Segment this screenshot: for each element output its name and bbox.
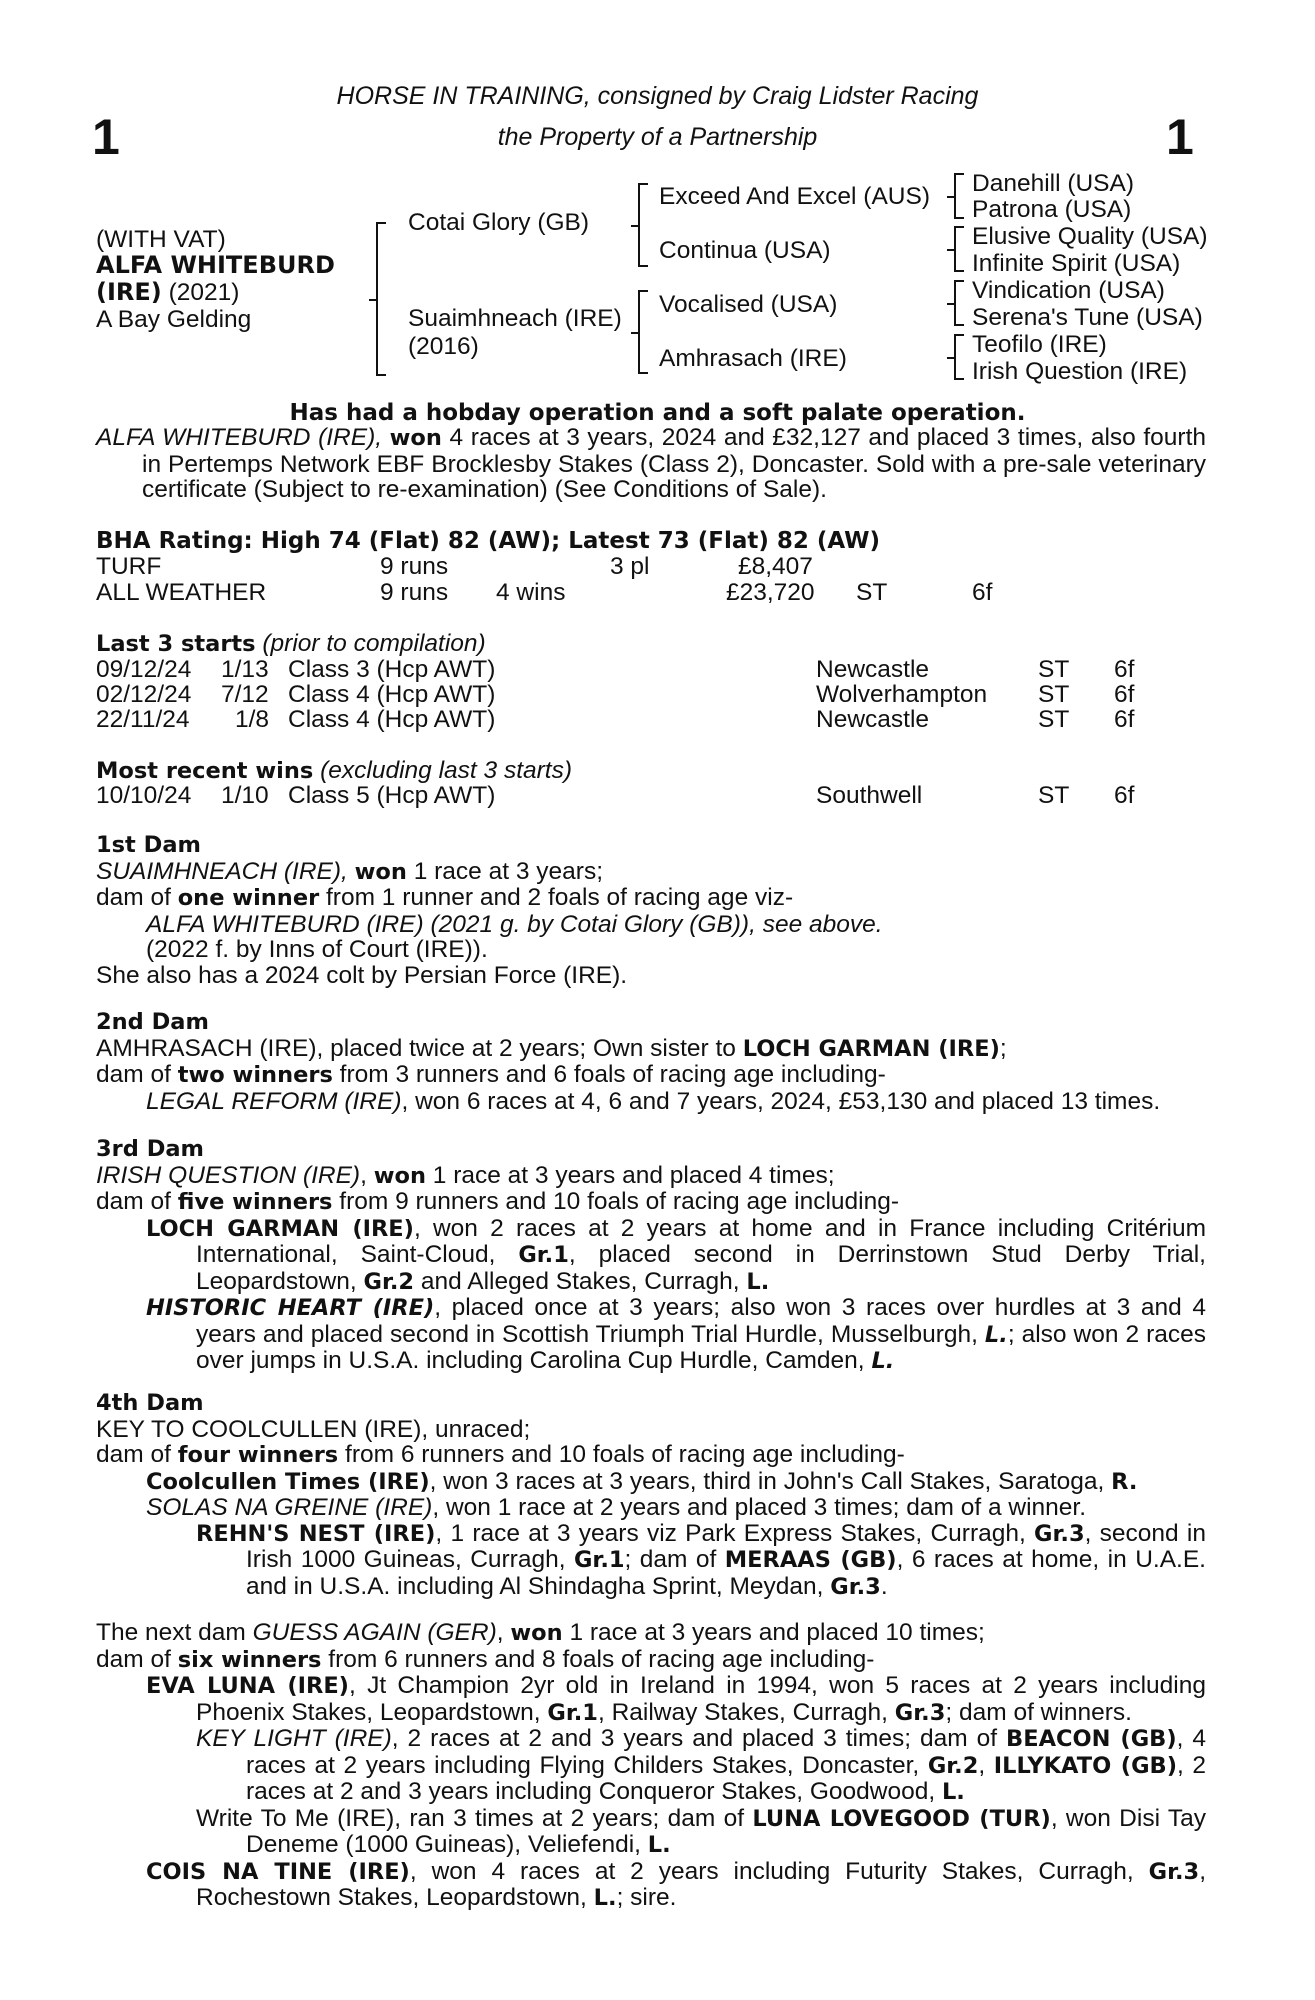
produce-summary: from 6 runners and 8 foals of racing age including-: [321, 1645, 875, 1673]
next-dam-produce-line: [96, 1647, 1206, 1674]
second-dam-heading: 2nd Dam: [96, 1009, 209, 1035]
foal-record: , won Disi Tay Deneme (1000 Guineas), Veliefendi,: [246, 1804, 1207, 1858]
foal-name: LOCH GARMAN (IRE): [146, 1215, 414, 1242]
first-dam-heading: 1st Dam: [96, 832, 201, 858]
last3-row-going: ST: [1038, 656, 1070, 683]
recent-row-pos: 1/10: [221, 782, 269, 809]
header-property: the Property of a Partnership: [497, 123, 818, 151]
foal-name: Coolcullen Times (IRE): [146, 1468, 430, 1495]
winners-count: one winner: [177, 885, 320, 911]
lot-number-right: 1: [1166, 109, 1194, 165]
turf-prize: £8,407: [738, 553, 813, 580]
foal-record: , Railway Stakes, Curragh,: [597, 1698, 895, 1726]
pedigree-brace-g1: [954, 173, 964, 219]
dam-year: (2016): [408, 333, 479, 360]
next-dam-foal-1: [96, 1673, 1206, 1726]
produce-summary: from 6 runners and 10 foals of racing age including-: [338, 1441, 905, 1468]
sire-name: Cotai Glory (GB): [408, 209, 590, 236]
foal-record: ; dam of: [624, 1546, 725, 1573]
third-dam-line: [96, 1163, 1206, 1190]
sire-sire-name: Exceed And Excel (AUS): [659, 183, 930, 210]
summary-horse-name: ALFA WHITEBURD (IRE),: [96, 424, 383, 451]
produce-summary: from 1 runner and 2 foals of racing age viz-: [319, 884, 794, 911]
last3-row-pos: 1/13: [221, 656, 269, 683]
first-dam-foal-2: (2022 f. by Inns of Court (IRE)).: [146, 936, 488, 963]
granddam-2: Patrona (USA): [972, 196, 1132, 223]
fourth-dam-foal-2: [96, 1495, 1206, 1521]
next-dam-line: [96, 1620, 1206, 1647]
first-dam-produce-line: [96, 885, 1206, 912]
winners-count: two winners: [177, 1062, 333, 1088]
next-dam-record: 1 race at 3 years and placed 10 times;: [562, 1619, 985, 1646]
foal-record: , Rochestown Stakes, Leopardstown,: [196, 1857, 1206, 1911]
grade: Gr.3: [1034, 1520, 1085, 1547]
pedigree-brace-g3: [954, 280, 964, 326]
grade: L.: [593, 1885, 617, 1911]
third-dam-produce-line: [96, 1189, 1206, 1216]
foal-record: , won 2 races at 2 years at home and in France including Critérium International, Saint-Cloud,: [196, 1214, 1206, 1268]
grade: L.: [871, 1348, 895, 1374]
next-dam-name: GUESS AGAIN (GER): [252, 1619, 497, 1646]
second-dam-foal-1: [96, 1089, 1206, 1115]
grade: L.: [746, 1268, 770, 1295]
produce-name: BEACON (GB): [1006, 1726, 1177, 1752]
won-label: won: [510, 1620, 563, 1646]
recent-heading: Most recent wins: [96, 758, 314, 784]
foal-name: LEGAL REFORM (IRE): [146, 1087, 402, 1115]
second-dam-section: [96, 1010, 1206, 1114]
foal-record: , placed once at 3 years; also won 3 races over hurdles at 3 and 4 years and placed second in Scottish Triumph Trial Hurdle, Musselburgh,: [196, 1294, 1206, 1348]
grade: L.: [941, 1779, 965, 1805]
last3-row-class: Class 3 (Hcp AWT): [288, 656, 496, 683]
sibling-name: LOCH GARMAN (IRE): [742, 1035, 1000, 1062]
fourth-dam-section: [96, 1391, 1206, 1600]
first-dam-name: SUAIMHNEACH (IRE),: [96, 857, 348, 885]
grandsire-7: Teofilo (IRE): [972, 331, 1107, 358]
fourth-dam-line: KEY TO COOLCULLEN (IRE), unraced;: [96, 1415, 531, 1443]
produce-summary: from 9 runners and 10 foals of racing age including-: [332, 1188, 900, 1215]
pedigree-brace-main: [376, 222, 386, 376]
granddam-4: Infinite Spirit (USA): [972, 250, 1181, 277]
punctuation: ,: [496, 1619, 511, 1646]
foal-name: EVA LUNA (IRE): [146, 1673, 349, 1699]
next-dam-foal-2: [96, 1859, 1206, 1912]
produce-summary: from 3 runners and 6 foals of racing age including-: [332, 1061, 886, 1088]
winners-count: six winners: [177, 1646, 322, 1673]
dam-of-label: dam of: [96, 1645, 178, 1673]
grade: Gr.3: [1148, 1858, 1200, 1885]
foal-record: , 6 races at home, in U.A.E. and in U.S.A. including Al Shindagha Sprint, Meydan,: [246, 1546, 1206, 1600]
recent-row-dist: 6f: [1114, 782, 1135, 809]
turf-placed: 3 pl: [610, 553, 650, 580]
foal-record: , 2 races at 2 and 3 years including Conqueror Stakes, Goodwood,: [246, 1751, 1206, 1805]
foal-record: , second in Irish 1000 Guineas, Curragh,: [246, 1519, 1206, 1573]
grandsire-3: Elusive Quality (USA): [972, 223, 1208, 250]
recent-row-date: 10/10/24: [96, 782, 192, 809]
winners-count: five winners: [177, 1189, 333, 1215]
grandsire-5: Vindication (USA): [972, 277, 1165, 304]
last3-row-dist: 6f: [1114, 706, 1135, 733]
horse-description: A Bay Gelding: [96, 306, 252, 333]
summary-paragraph: [96, 425, 1206, 503]
pedigree-brace-g2: [954, 226, 964, 272]
dam-dam-name: Amhrasach (IRE): [659, 345, 847, 372]
sire-dam-name: Continua (USA): [659, 237, 831, 264]
grade: Gr.1: [518, 1242, 569, 1268]
lot-number-left: 1: [92, 109, 120, 165]
grade: Gr.3: [894, 1699, 946, 1726]
third-dam-foal-2: [96, 1295, 1206, 1375]
third-dam-section: [96, 1137, 1206, 1375]
last3-heading-line: [96, 630, 486, 658]
last3-row-pos: 7/12: [221, 681, 269, 708]
foal-name: KEY LIGHT (IRE): [196, 1725, 392, 1752]
aw-going: ST: [856, 579, 888, 606]
third-dam-heading: 3rd Dam: [96, 1136, 204, 1162]
last3-row-date: 02/12/24: [96, 681, 192, 708]
third-dam-foal-1: [96, 1216, 1206, 1296]
operation-notice: Has had a hobday operation and a soft palate operation.: [289, 400, 1026, 426]
first-dam-record: 1 race at 3 years;: [406, 857, 604, 885]
dam-of-label: dam of: [96, 884, 178, 911]
first-dam-line: [96, 859, 1206, 886]
last3-heading: Last 3 starts: [96, 631, 256, 657]
foal-record: , won 6 races at 4, 6 and 7 years, 2024, £53,130 and placed 13 times.: [401, 1087, 1161, 1115]
fourth-dam-grandfoal-1: [96, 1521, 1206, 1601]
last3-row-course: Newcastle: [816, 656, 930, 683]
foal-record: ; also won 2 races over jumps in U.S.A. including Carolina Cup Hurdle, Camden,: [196, 1320, 1206, 1374]
header-consignor: HORSE IN TRAINING, consigned by Craig Lidster Racing: [336, 82, 979, 110]
foal-record: ; sire.: [616, 1884, 677, 1911]
pedigree-brace-dam: [638, 290, 648, 374]
punctuation: ,: [978, 1751, 994, 1779]
third-dam-record: 1 race at 3 years and placed 4 times;: [425, 1161, 835, 1189]
fourth-dam-heading: 4th Dam: [96, 1390, 204, 1416]
pedigree-brace-g4: [954, 334, 964, 380]
grade: Gr.3: [830, 1573, 881, 1600]
punctuation: .: [880, 1572, 888, 1600]
next-dam-grandfoal-1: [96, 1726, 1206, 1806]
recent-row-class: Class 5 (Hcp AWT): [288, 782, 496, 809]
grade: R.: [1111, 1468, 1138, 1495]
horse-year: (2021): [168, 279, 240, 306]
last3-row-class: Class 4 (Hcp AWT): [288, 706, 496, 733]
aw-label: ALL WEATHER: [96, 579, 267, 606]
grade: Gr.1: [573, 1547, 625, 1573]
summary-text: 4 races at 3 years, 2024 and £32,127 and placed 3 times, also fourth in Pertemps Network EBF Brocklesby Stakes (Class 2), Doncaster. Sold with a pre-sale veterinary certificate (Subject to re-examination) (See Conditions of Sale).: [142, 424, 1207, 503]
last3-row-date: 09/12/24: [96, 656, 192, 683]
last3-row-dist: 6f: [1114, 656, 1135, 683]
horse-name: ALFA WHITEBURD: [96, 251, 335, 279]
foal-record: ; dam of winners.: [945, 1698, 1132, 1726]
last3-row-going: ST: [1038, 681, 1070, 708]
first-dam-section: [96, 833, 1206, 988]
second-dam-produce-line: [96, 1062, 1206, 1089]
won-label: won: [373, 1162, 426, 1189]
aw-wins: 4 wins: [496, 579, 566, 606]
grade: L.: [647, 1832, 671, 1858]
horse-country: (IRE): [96, 278, 162, 306]
foal-record: , 2 races at 2 and 3 years and placed 3 times; dam of: [391, 1725, 1007, 1752]
winners-count: four winners: [177, 1442, 339, 1468]
grade: L.: [984, 1321, 1008, 1348]
third-dam-name: IRISH QUESTION (IRE): [96, 1161, 361, 1189]
next-dam-grandfoal-2: [96, 1806, 1206, 1859]
dam-of-label: dam of: [96, 1061, 178, 1088]
pedigree-brace-sire: [638, 183, 648, 267]
dam-of-label: dam of: [96, 1441, 178, 1468]
fourth-dam-foal-1: [96, 1469, 1206, 1496]
last3-row-pos: 1/8: [235, 706, 270, 733]
next-dam-label: The next dam: [96, 1619, 253, 1646]
foal-record: , placed second in Derrinstown Stud Derby Trial, Leopardstown,: [196, 1241, 1206, 1295]
grade: Gr.1: [547, 1699, 598, 1726]
last3-row-class: Class 4 (Hcp AWT): [288, 681, 496, 708]
last3-note: (prior to compilation): [262, 630, 486, 657]
foal-record: , Jt Champion 2yr old in Ireland in 1994, won 5 races at 2 years including Phoenix Stakes, Leopardstown,: [196, 1672, 1206, 1726]
foal-record: , 4 races at 2 years including Flying Childers Stakes, Doncaster,: [246, 1725, 1207, 1779]
foal-record: , won 4 races at 2 years including Futurity Stakes, Curragh,: [409, 1857, 1149, 1885]
last3-row-going: ST: [1038, 706, 1070, 733]
recent-note: (excluding last 3 starts): [320, 757, 573, 784]
granddam-6: Serena's Tune (USA): [972, 304, 1203, 331]
last3-row-course: Wolverhampton: [816, 681, 988, 708]
aw-prize: £23,720: [726, 579, 815, 606]
grade: Gr.2: [927, 1752, 979, 1779]
granddam-8: Irish Question (IRE): [972, 358, 1188, 385]
aw-runs: 9 runs: [380, 579, 449, 606]
bha-rating-heading: BHA Rating: High 74 (Flat) 82 (AW); Latest 73 (Flat) 82 (AW): [96, 528, 881, 554]
foal-record: , 1 race at 3 years viz Park Express Stakes, Curragh,: [435, 1519, 1035, 1547]
recent-row-course: Southwell: [816, 782, 923, 809]
dam-of-label: dam of: [96, 1188, 178, 1215]
recent-row-going: ST: [1038, 782, 1070, 809]
aw-distance: 6f: [972, 579, 993, 606]
summary-won: won: [389, 425, 442, 451]
foal-name: REHN'S NEST (IRE): [196, 1520, 436, 1547]
foal-record: and Alleged Stakes, Curragh,: [414, 1267, 747, 1295]
foal-record: Write To Me (IRE), ran 3 times at 2 years; dam of: [196, 1804, 753, 1832]
foal-record: , won 3 races at 3 years, third in John's Call Stakes, Saratoga,: [429, 1467, 1112, 1495]
first-dam-foal-1: ALFA WHITEBURD (IRE) (2021 g. by Cotai Glory (GB)), see above.: [146, 910, 883, 938]
turf-runs: 9 runs: [380, 553, 449, 580]
last3-row-course: Newcastle: [816, 706, 930, 733]
vat-label: (WITH VAT): [96, 226, 226, 253]
last3-row-date: 22/11/24: [96, 706, 190, 733]
second-dam-line: [96, 1036, 1206, 1063]
produce-name: MERAAS (GB): [724, 1547, 897, 1573]
grade: Gr.2: [363, 1268, 415, 1295]
turf-label: TURF: [96, 553, 162, 580]
second-dam-text: AMHRASACH (IRE), placed twice at 2 years; Own sister to: [96, 1034, 743, 1062]
punctuation: ;: [999, 1034, 1007, 1062]
foal-name: HISTORIC HEART (IRE): [146, 1295, 435, 1321]
produce-name: ILLYKATO (GB): [993, 1752, 1177, 1779]
first-dam-note: She also has a 2024 colt by Persian Force (IRE).: [96, 961, 628, 989]
recent-heading-line: [96, 757, 572, 785]
last3-row-dist: 6f: [1114, 681, 1135, 708]
dam-name: Suaimhneach (IRE): [408, 305, 622, 332]
fourth-dam-produce-line: [96, 1442, 1206, 1469]
next-dam-section: [96, 1620, 1206, 1912]
foal-name: COIS NA TINE (IRE): [146, 1858, 410, 1885]
grandsire-1: Danehill (USA): [972, 170, 1135, 197]
foal-record: , won 1 race at 2 years and placed 3 times; dam of a winner.: [432, 1494, 1087, 1521]
dam-sire-name: Vocalised (USA): [659, 291, 838, 318]
foal-name: SOLAS NA GREINE (IRE): [146, 1494, 433, 1521]
won-label: won: [354, 858, 407, 885]
punctuation: ,: [360, 1161, 374, 1189]
produce-name: LUNA LOVEGOOD (TUR): [752, 1805, 1051, 1832]
